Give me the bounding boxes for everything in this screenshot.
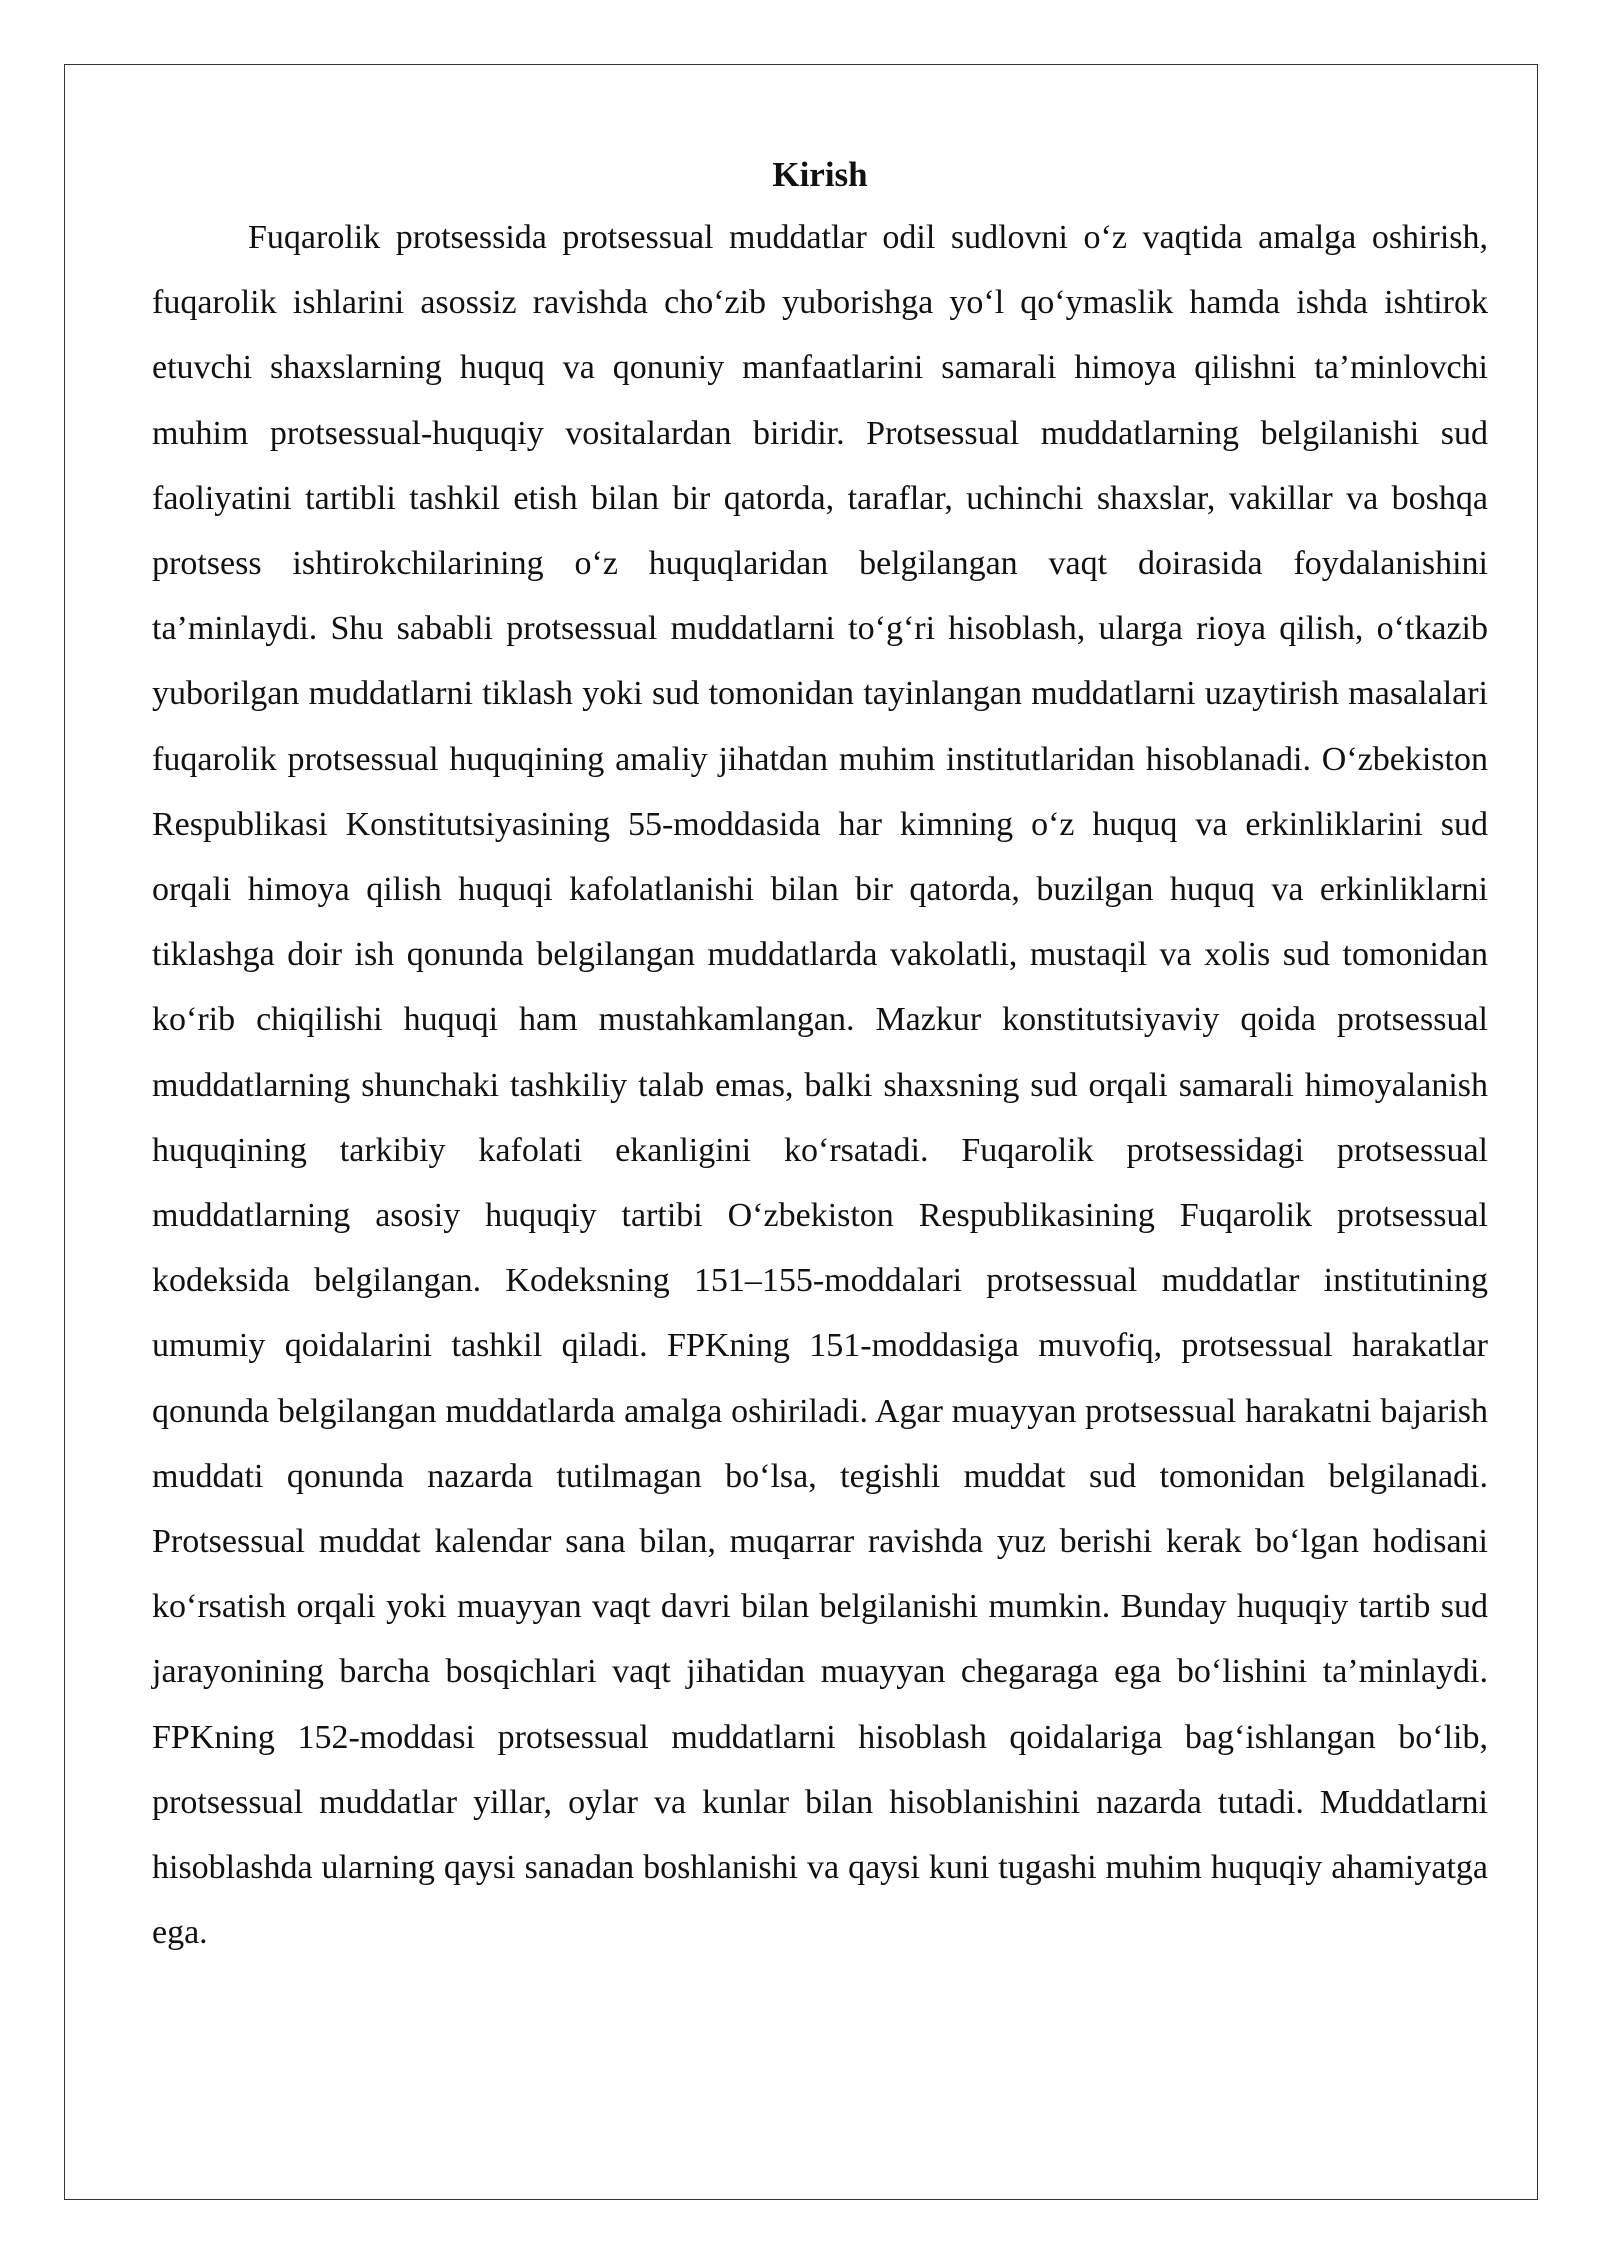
document-content [152,145,1488,1965]
section-heading: Kirish [772,155,868,194]
body-paragraph: Fuqarolik protsessida protsessual muddatlar odil sudlovni o‘z vaqtida amalga oshirish, fuqarolik ishlarini asossiz ravishda cho‘zib yuborishga yo‘l qo‘ymaslik hamda ishda ishtirok etuvchi shaxslarning huquq va qonuniy manfaatlarini samarali himoya qilishni ta’minlovchi muhim protsessual-huquqiy vositalardan biridir. Protsessual muddatlarning belgilanishi sud faoliyatini tartibli tashkil etish bilan bir qatorda, taraflar, uchinchi shaxslar, vakillar va boshqa protsess ishtirokchilarining o‘z huquqlaridan belgilangan vaqt doirasida foydalanishini ta’minlaydi. Shu sababli protsessual muddatlarni to‘g‘ri hisoblash, ularga rioya qilish, o‘tkazib yuborilgan muddatlarni tiklash yoki sud tomonidan tayinlangan muddatlarni uzaytirish masalalari fuqarolik protsessual huquqining amaliy jihatdan muhim institutlaridan hisoblanadi. O‘zbekiston Respublikasi Konstitutsiyasining 55-moddasida har kimning o‘z huquq va erkinliklarini sud orqali himoya qilish huquqi kafolatlanishi bilan bir qatorda, buzilgan huquq va erkinliklarni tiklashga doir ish qonunda belgilangan muddatlarda vakolatli, mustaqil va xolis sud tomonidan ko‘rib chiqilishi huquqi ham mustahkamlangan. Mazkur konstitutsiyaviy qoida protsessual muddatlarning shunchaki tashkiliy talab emas, balki shaxsning sud orqali samarali himoyalanish huquqining tarkibiy kafolati ekanligini ko‘rsatadi. Fuqarolik protsessidagi protsessual muddatlarning asosiy huquqiy tartibi O‘zbekiston Respublikasining Fuqarolik protsessual kodeksida belgilangan. Kodeksning 151–155-moddalari protsessual muddatlar institutining umumiy qoidalarini tashkil qiladi. FPKning 151-moddasiga muvofiq, protsessual harakatlar qonunda belgilangan muddatlarda amalga oshiriladi. Agar muayyan protsessual harakatni bajarish muddati qonunda nazarda tutilmagan bo‘lsa, tegishli muddat sud tomonidan belgilanadi. Protsessual muddat kalendar sana bilan, muqarrar ravishda yuz berishi kerak bo‘lgan hodisani ko‘rsatish orqali yoki muayyan vaqt davri bilan belgilanishi mumkin. Bunday huquqiy tartib sud jarayonining barcha bosqichlari vaqt jihatidan muayyan chegaraga ega bo‘lishini ta’minlaydi. FPKning 152-moddasi protsessual muddatlarni hisoblash qoidalariga bag‘ishlangan bo‘lib, protsessual muddatlar yillar, oylar va kunlar bilan hisoblanishini nazarda tutadi. Muddatlarni hisoblashda ularning qaysi sanadan boshlanishi va qaysi kuni tugashi muhim huquqiy ahamiyatga ega. [152,219,1488,1952]
